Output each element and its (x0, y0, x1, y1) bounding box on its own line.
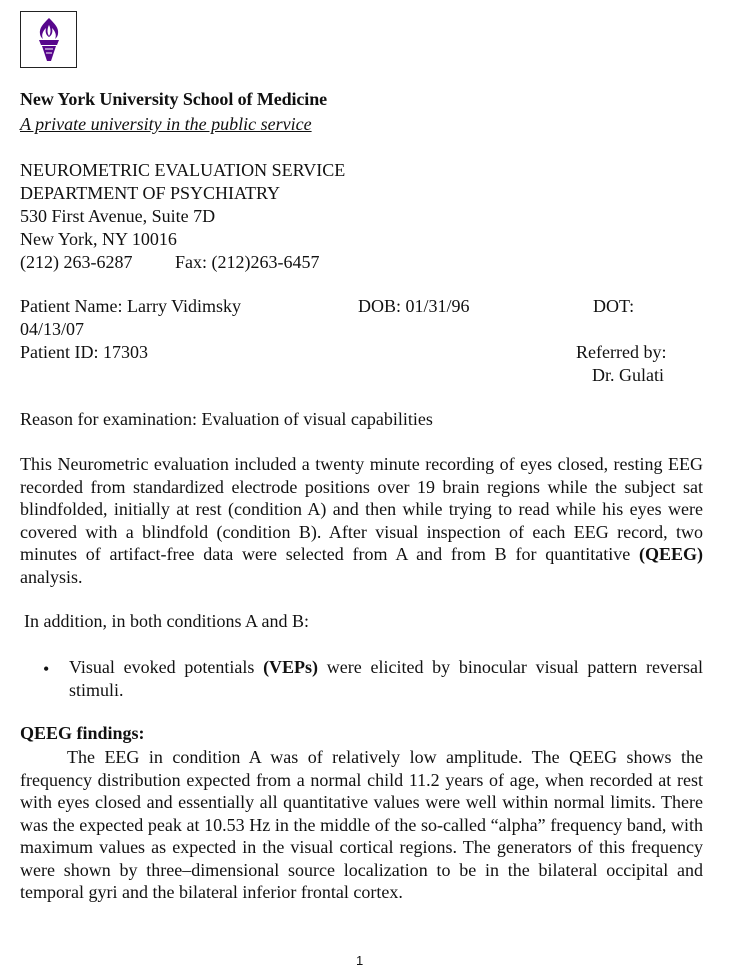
exam-reason: Reason for examination: Evaluation of visual capabilities (20, 409, 433, 429)
dot-value: 04/13/07 (20, 319, 85, 339)
department-name: DEPARTMENT OF PSYCHIATRY (20, 183, 280, 203)
page-number: 1 (356, 953, 364, 968)
findings-paragraph: The EEG in condition A was of relatively low amplitude. The QEEG shows the frequency distribution expected from a normal child 11.2 years of age, when recorded at rest with eyes closed and essentially all quantitative values were well within normal limits. There was the expected peak at 10.53 Hz in the middle of the so-called “alpha” frequency band, with maximum values as expected in the visual cortical regions. The generators of this frequency were shown by three–dimensional source localization to be in the bilateral occipital and temporal gyri and the bilateral inferior frontal cortex. (20, 747, 703, 902)
university-name: New York University School of Medicine (20, 89, 327, 109)
addition-text: In addition, in both conditions A and B: (24, 611, 309, 631)
patient-dob: DOB: 01/31/96 (358, 296, 470, 316)
referred-by-label: Referred by: (576, 342, 667, 362)
veps-abbrev: (VEPs) (263, 657, 319, 677)
city-address: New York, NY 10016 (20, 229, 177, 249)
patient-id: Patient ID: 17303 (20, 342, 148, 362)
qeeg-abbrev: (QEEG) (638, 544, 703, 564)
findings-heading: QEEG findings: (20, 723, 145, 743)
nyu-torch-icon (27, 16, 71, 64)
intro-paragraph: This Neurometric evaluation included a twenty minute recording of eyes closed, resting EEG recorded from standardized electrode positions over 19 brain regions while the subject sat blindfolded, initially at rest (condition A) and then while trying to read while his eyes were covered with a blindfold (condition B). After visual inspection of each EEG record, two minutes of artifact-free data were selected from A and from B for quantitative (QEEG) analysis. (20, 454, 703, 587)
bullet-item: Visual evoked potentials (VEPs) were elicited by binocular visual pattern reversal stimuli. (69, 657, 703, 700)
street-address: 530 First Avenue, Suite 7D (20, 206, 216, 226)
fax-number: Fax: (212)263-6457 (175, 252, 320, 272)
referring-doctor: Dr. Gulati (592, 365, 664, 385)
service-name: NEUROMETRIC EVALUATION SERVICE (20, 160, 346, 180)
bullet-icon: • (43, 659, 50, 679)
phone-number: (212) 263-6287 (20, 252, 133, 272)
dot-label: DOT: (593, 296, 635, 316)
patient-name: Patient Name: Larry Vidimsky (20, 296, 242, 316)
nyu-logo (20, 11, 77, 68)
university-motto: A private university in the public service (20, 114, 312, 134)
